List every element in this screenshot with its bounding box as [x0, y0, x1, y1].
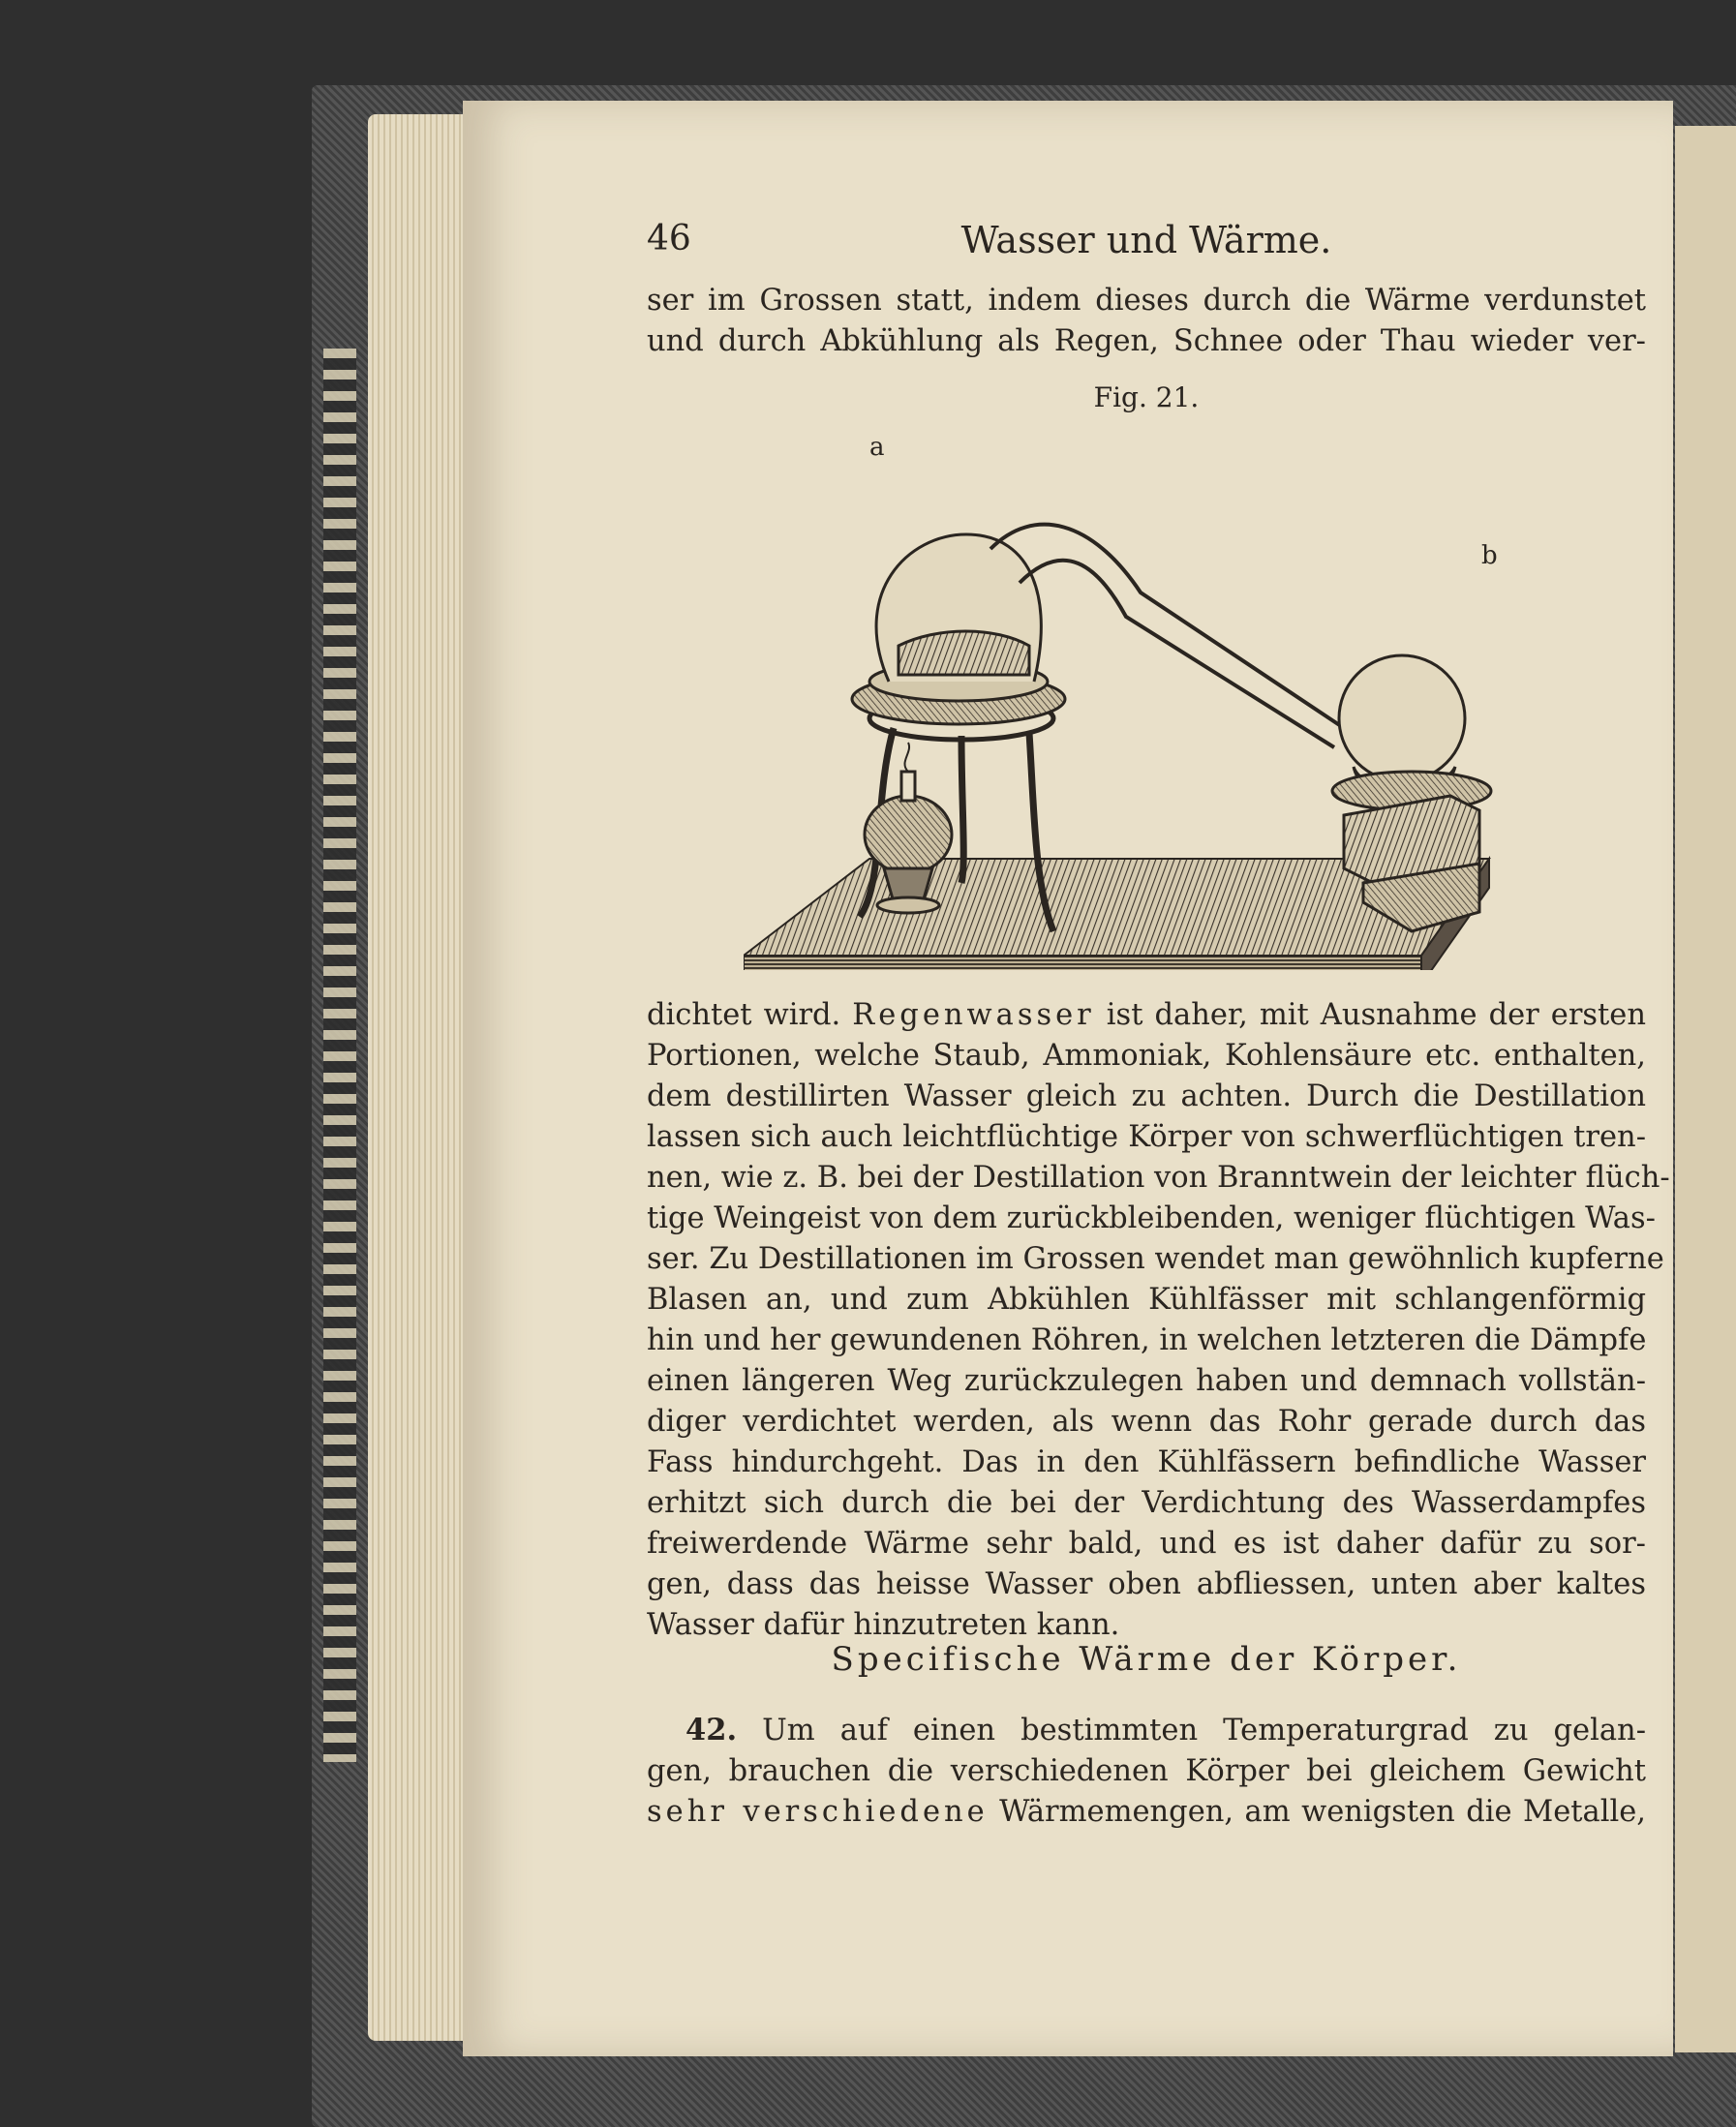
section-paragraph: [647, 1710, 1646, 1833]
running-title: Wasser und Wärme.: [960, 219, 1332, 261]
figure-caption-wrap: [647, 381, 1646, 420]
figure-caption: Fig. 21.: [1093, 381, 1200, 413]
text-line: diger verdichtet werden, als wenn das Rohr gerade durch das: [647, 1405, 1646, 1439]
text-line: sehr verschiedene Wärmemengen, am wenigsten die Metalle,: [647, 1795, 1646, 1829]
figure-label-a: a: [869, 433, 885, 462]
text-line: erhitzt sich durch die bei der Verdichtung des Wasserdampfes: [647, 1486, 1646, 1520]
text-line: hin und her gewundenen Röhren, in welchen letzteren die Dämpfe: [647, 1323, 1647, 1357]
text-line: tige Weingeist von dem zurückbleibenden, weniger flüchtigen Was-: [647, 1201, 1656, 1235]
emphasis-word: sehr verschiedene: [647, 1795, 989, 1829]
text-line: und durch Abkühlung als Regen, Schnee oder Thau wieder ver-: [647, 324, 1646, 358]
text-line: ser im Grossen statt, indem dieses durch die Wärme verdunstet: [647, 284, 1646, 318]
section-heading: Specifische Wärme der Körper.: [831, 1640, 1462, 1679]
body-paragraph: [647, 995, 1670, 1646]
figure-label-b: b: [1481, 541, 1498, 570]
text-line: einen längeren Weg zurückzulegen haben und demnach vollstän-: [647, 1364, 1646, 1398]
text-line: freiwerdende Wärme sehr bald, und es ist daher dafür zu sor-: [647, 1527, 1646, 1561]
paragraph-number: 42.: [685, 1713, 738, 1747]
page-number: 46: [647, 219, 691, 258]
next-page-edge: [1675, 126, 1736, 2052]
text-line: dichtet wird. Regenwasser ist daher, mit Ausnahme der ersten: [647, 998, 1646, 1032]
book-spine-decoration: [323, 349, 356, 1762]
text-line: gen, dass das heisse Wasser oben abfliessen, unten aber kaltes: [647, 1567, 1646, 1601]
book-page: [463, 101, 1673, 2056]
distillation-figure: [744, 428, 1499, 970]
retort-flask: [852, 525, 1344, 747]
text-line: 42. Um auf einen bestimmten Temperaturgrad zu gelan-: [685, 1713, 1646, 1747]
intro-paragraph: [647, 281, 1646, 362]
section-heading-wrap: [647, 1640, 1646, 1688]
page-edges: [368, 114, 465, 2041]
text-line: Portionen, welche Staub, Ammoniak, Kohlensäure etc. enthalten,: [647, 1039, 1646, 1073]
text-line: ser. Zu Destillationen im Grossen wendet man gewöhnlich kupferne: [647, 1242, 1664, 1276]
text-line: Wasser dafür hinzutreten kann.: [647, 1608, 1120, 1642]
text-line: Blasen an, und zum Abkühlen Kühlfässer mit schlangenförmig: [647, 1283, 1646, 1317]
page-header: [647, 219, 1646, 277]
text-line: nen, wie z. B. bei der Destillation von Branntwein der leichter flüch-: [647, 1161, 1670, 1195]
receiver-flask: [1332, 655, 1491, 810]
text-line: dem destillirten Wasser gleich zu achten. Durch die Destillation: [647, 1079, 1646, 1113]
text-line: gen, brauchen die verschiedenen Körper bei gleichem Gewicht: [647, 1754, 1646, 1788]
text-line: lassen sich auch leichtflüchtige Körper von schwerflüchtigen tren-: [647, 1120, 1646, 1154]
text-line: Fass hindurchgeht. Das in den Kühlfässern befindliche Wasser: [647, 1445, 1646, 1479]
emphasis-word: Regenwasser: [852, 998, 1095, 1032]
